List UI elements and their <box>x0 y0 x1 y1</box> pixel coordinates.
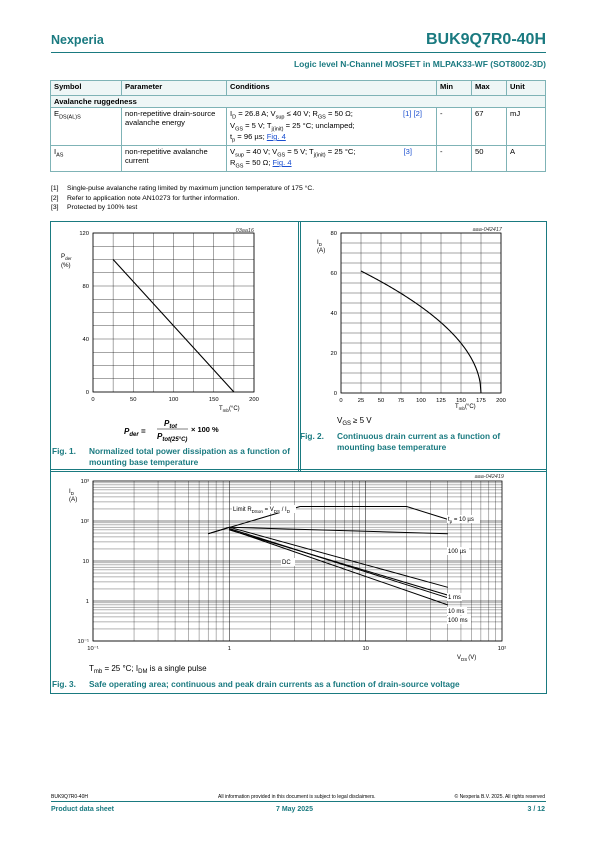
symbol-cell: $E_{DS(AL)S}$ <box>51 108 122 146</box>
x-tick-label: 50 <box>130 397 137 403</box>
col-max: Max <box>472 81 507 96</box>
svg-text:Pder =: $P_{der}$ = <box>124 427 146 438</box>
fig1-chart <box>51 222 298 469</box>
y-axis-label: $I_D$ <box>69 488 74 496</box>
soa-curve <box>229 527 447 587</box>
soa-curve <box>208 527 229 534</box>
max-cell: 50 <box>472 145 507 171</box>
x-axis-label: $T_{mb}(^\circ C)$ <box>455 404 476 411</box>
fig3-grid <box>93 481 502 641</box>
min-cell: - <box>437 108 472 146</box>
x-tick-label: 150 <box>208 397 219 403</box>
footer-doc-type: Product data sheet <box>51 806 115 813</box>
fig3-caption: Fig. 3. Safe operating area; continuous and peak drain currents as a function of drain-source voltage <box>52 679 460 689</box>
x-tick-label: 125 <box>436 398 446 404</box>
note-item: [3] Protected by 100% test <box>51 204 138 211</box>
col-parameter: Parameter <box>122 81 227 96</box>
fig1-grid <box>93 233 254 392</box>
x-tick-label: 10 <box>362 646 369 652</box>
y-tick-label: 40 <box>330 311 337 317</box>
tp-label: $t_p = 10$ µs <box>448 517 474 524</box>
conditions-cell: $V_{sup} = 40$ V; $V_{GS} = 5$ V; $T_{j(init)} = 25$ °C; $R_{GS} = 50$ Ω; Fig. 4 [3] <box>227 145 437 171</box>
document-subtitle: Logic level N-Channel MOSFET in MLPAK33-WF (SOT8002-3D) <box>293 59 546 69</box>
x-tick-label: 25 <box>357 398 365 404</box>
y-axis-unit: (A) <box>317 247 326 254</box>
note-item: [1] Single-pulse avalanche rating limited by maximum junction temperature of 175 °C. <box>51 185 315 192</box>
x-tick-label: 10⁻¹ <box>87 646 99 652</box>
x-tick-label: 0 <box>339 398 343 404</box>
soa-curve <box>300 507 448 520</box>
x-tick-label: 175 <box>476 398 486 404</box>
part-number: BUK9Q7R0-40H <box>425 31 546 48</box>
svg-text:Ptot: $P_{tot}$ <box>164 419 178 430</box>
x-tick-label: 200 <box>249 397 259 403</box>
y-tick-label: 10⁻¹ <box>77 639 89 645</box>
y-tick-label: 20 <box>330 351 337 357</box>
y-tick-label: 40 <box>82 337 89 343</box>
col-conditions: Conditions <box>227 81 437 96</box>
curve-label-10ms: 10 ms <box>448 609 465 615</box>
footer-rule <box>51 801 546 802</box>
fig3-series <box>208 507 448 605</box>
fig1-ticks <box>79 231 259 403</box>
footer-date: 7 May 2025 <box>276 806 313 813</box>
soa-curve <box>229 528 447 597</box>
reference-note[interactable]: [1] [2] <box>403 109 422 118</box>
spec-table <box>50 80 546 172</box>
table-notes <box>51 184 314 213</box>
y-tick-label: 80 <box>330 231 337 237</box>
table-row <box>51 145 546 171</box>
soa-curve <box>229 527 447 534</box>
figure-code: aaa-042419 <box>474 474 504 480</box>
y-tick-label: 0 <box>333 391 337 397</box>
table-header-row <box>51 81 546 96</box>
section-title: Avalanche ruggedness <box>51 96 546 108</box>
col-min: Min <box>437 81 472 96</box>
conditions-cell: $I_D = 26.8$ A; $V_{sup} \le 40$ V; $R_{GS} = 50$ Ω; $V_{GS} = 5$ V; $T_{j(init)} = 25$ °C; unclamped; $t_p = 96$ µs; Fig. 4 [1] [2] <box>227 108 437 146</box>
fig2-caption: Fig. 2. Continuous drain current as a function of mounting base temperature <box>300 431 501 452</box>
x-tick-label: 100 <box>416 398 426 404</box>
symbol-cell: $I_{AS}$ <box>51 145 122 171</box>
section-row <box>51 96 546 108</box>
fig3-footnote: $T_{mb} = 25$ °C; $I_{DM}$ is a single pulse <box>89 664 207 675</box>
x-tick-label: 200 <box>496 398 506 404</box>
y-axis-unit: (A) <box>69 496 78 503</box>
col-symbol: Symbol <box>51 81 122 96</box>
x-tick-label: 10² <box>497 646 507 652</box>
x-axis-label: $V_{DS}(V)$ <box>457 655 477 662</box>
fig1-caption: Fig. 1. Normalized total power dissipation as a function of mounting base temperature <box>52 446 290 467</box>
x-tick-label: 0 <box>91 397 95 403</box>
x-axis-label: $T_{mb}(^\circ C)$ <box>219 406 240 413</box>
svg-text:× 100 %: × 100 % <box>191 425 219 434</box>
fig2-grid <box>341 233 501 393</box>
footer-copyright: © Nexperia B.V. 2025. All rights reserved <box>454 794 545 800</box>
y-tick-label: 80 <box>82 284 89 290</box>
x-tick-label: 75 <box>397 398 405 404</box>
note-item: [2] Refer to application note AN10273 for further information. <box>51 194 240 202</box>
footer-page: 3 / 12 <box>527 806 545 813</box>
y-axis-label: $I_D$ <box>317 239 322 247</box>
min-cell: - <box>437 145 472 171</box>
y-tick-label: 10³ <box>80 479 89 485</box>
footer-disclaimer: All information provided in this document is subject to legal disclaimers. <box>218 794 376 800</box>
curve-label-1ms: 1 ms <box>448 595 462 601</box>
y-tick-label: 120 <box>79 231 89 237</box>
unit-cell: A <box>507 145 546 171</box>
table-row <box>51 108 546 146</box>
formula <box>124 419 219 443</box>
x-tick-label: 150 <box>456 398 466 404</box>
reference-note[interactable]: [3] <box>403 146 412 156</box>
soa-curve <box>229 530 447 595</box>
fig3-chart <box>51 470 544 691</box>
fig4-link[interactable]: Fig. 4 <box>272 158 292 168</box>
col-unit: Unit <box>507 81 546 96</box>
y-axis-unit: (%) <box>61 262 71 269</box>
fig4-link[interactable]: Fig. 4 <box>266 132 286 142</box>
parameter-cell: non-repetitive drain-source avalanche energy <box>122 108 227 146</box>
y-tick-label: 10² <box>80 519 89 525</box>
curve-label-dc: DC <box>282 560 291 566</box>
x-tick-label: 50 <box>377 398 385 404</box>
y-tick-label: 0 <box>85 390 89 396</box>
y-tick-label: 10 <box>82 559 89 565</box>
max-cell: 67 <box>472 108 507 146</box>
condition-label: $V_{GS} \ge 5$ V <box>337 416 372 427</box>
y-tick-label: 1 <box>85 599 89 605</box>
header-rule <box>51 52 546 53</box>
limit-label: Limit $R_{DSon} = V_{DS} / I_D$ <box>233 507 290 514</box>
figure-code: aaa-042417 <box>472 227 502 233</box>
parameter-cell: non-repetitive avalanche current <box>122 145 227 171</box>
y-axis-label: $P_{der}$ <box>61 253 72 261</box>
x-tick-label: 1 <box>227 646 231 652</box>
curve-label-100ms: 100 ms <box>448 618 468 624</box>
footer-doc-id: BUK9Q7R0-40H <box>51 794 88 800</box>
unit-cell: mJ <box>507 108 546 146</box>
curve-label-100us: 100 µs <box>448 549 467 555</box>
y-tick-label: 60 <box>330 271 337 277</box>
x-tick-label: 100 <box>168 397 179 403</box>
figure-code: 03aa16 <box>235 228 254 234</box>
brand-name: Nexperia <box>51 33 104 47</box>
svg-text:Ptot(25°C): $P_{tot(25^\circ C)}$ <box>157 432 188 443</box>
